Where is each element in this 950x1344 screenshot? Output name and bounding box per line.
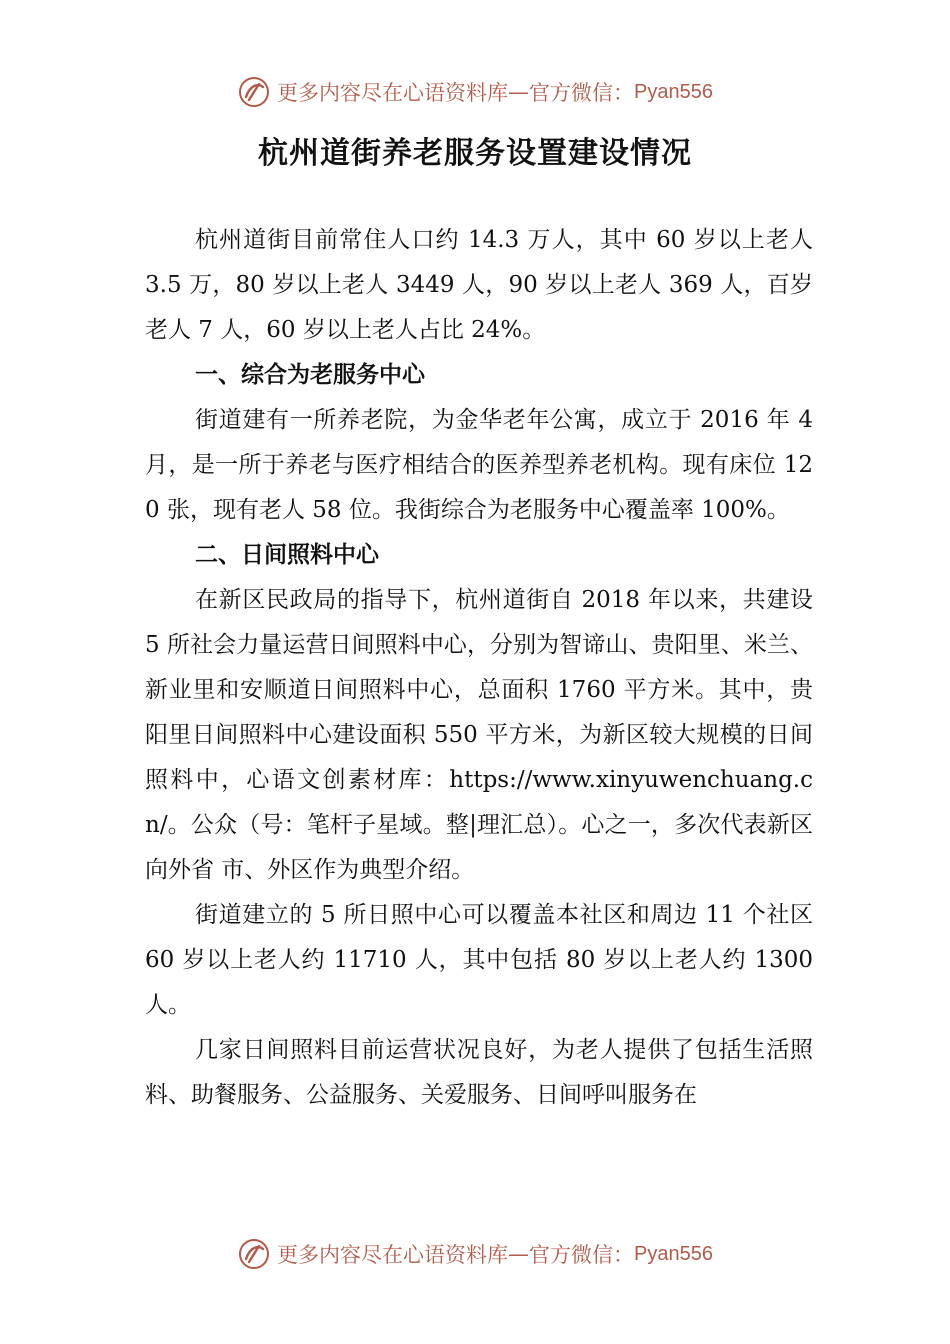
header-watermark [0,70,950,114]
watermark-text: 更多内容尽在心语资料库 [277,1243,509,1267]
watermark-dash: — [508,80,530,104]
intro-paragraph: 杭州道街目前常住人口约 14.3 万人，其中 60 岁以上老人 3.5 万，80 岁以上老人 3449 人，90 岁以上老人 369 人，百岁老人 7 人，60 岁以上老人占比 24%。 [145,227,813,343]
watermark-text: 更多内容尽在心语资料库 [277,81,509,105]
watermark-dash: — [508,1242,530,1266]
section1-paragraph: 街道建有一所养老院，为金华老年公寓，成立于 2016 年 4 月，是一所于养老与医疗相结合的医养型养老机构。现有床位 120 张，现有老人 58 位。我街综合为老服务中心覆盖率 100%。 [145,407,813,523]
document-body [145,218,813,1118]
section2-paragraph-1: 在新区民政局的指导下，杭州道街自 2018 年以来，共建设 5 所社会力量运营日间照料中心，分别为智谛山、贵阳里、米兰、新业里和安顺道日间照料中心，总面积 1760 平方米。其中，贵阳里日间照料中心建设面积 550 平方米，为新区较大规模的日间照料中，心语文创素材库：https://www.xinyuwenchuang.cn/。公众（号：笔杆子星域。整|理汇总）。心之一，多次代表新区向外省 市、外区作为典型介绍。 [145,587,813,883]
page-title: 杭州道街养老服务设置建设情况 [258,136,692,171]
section-heading-1: 一、综合为老服务中心 [195,362,425,388]
watermark-official-label: 官方微信： [529,1243,635,1267]
watermark-wechat-id: Pyan556 [634,80,713,103]
section-heading-2: 二、日间照料中心 [195,542,379,568]
section2-paragraph-3: 几家日间照料目前运营状况良好，为老人提供了包括生活照料、助餐服务、公益服务、关爱服务、日间呼叫服务在 [145,1037,813,1108]
watermark-wechat-id: Pyan556 [634,1242,713,1265]
logo-icon [237,1237,271,1271]
watermark-official-label: 官方微信： [529,81,635,105]
section2-paragraph-2: 街道建立的 5 所日照中心可以覆盖本社区和周边 11 个社区 60 岁以上老人约 11710 人，其中包括 80 岁以上老人约 1300 人。 [145,902,813,1018]
logo-icon [237,75,271,109]
footer-watermark [0,1232,950,1276]
